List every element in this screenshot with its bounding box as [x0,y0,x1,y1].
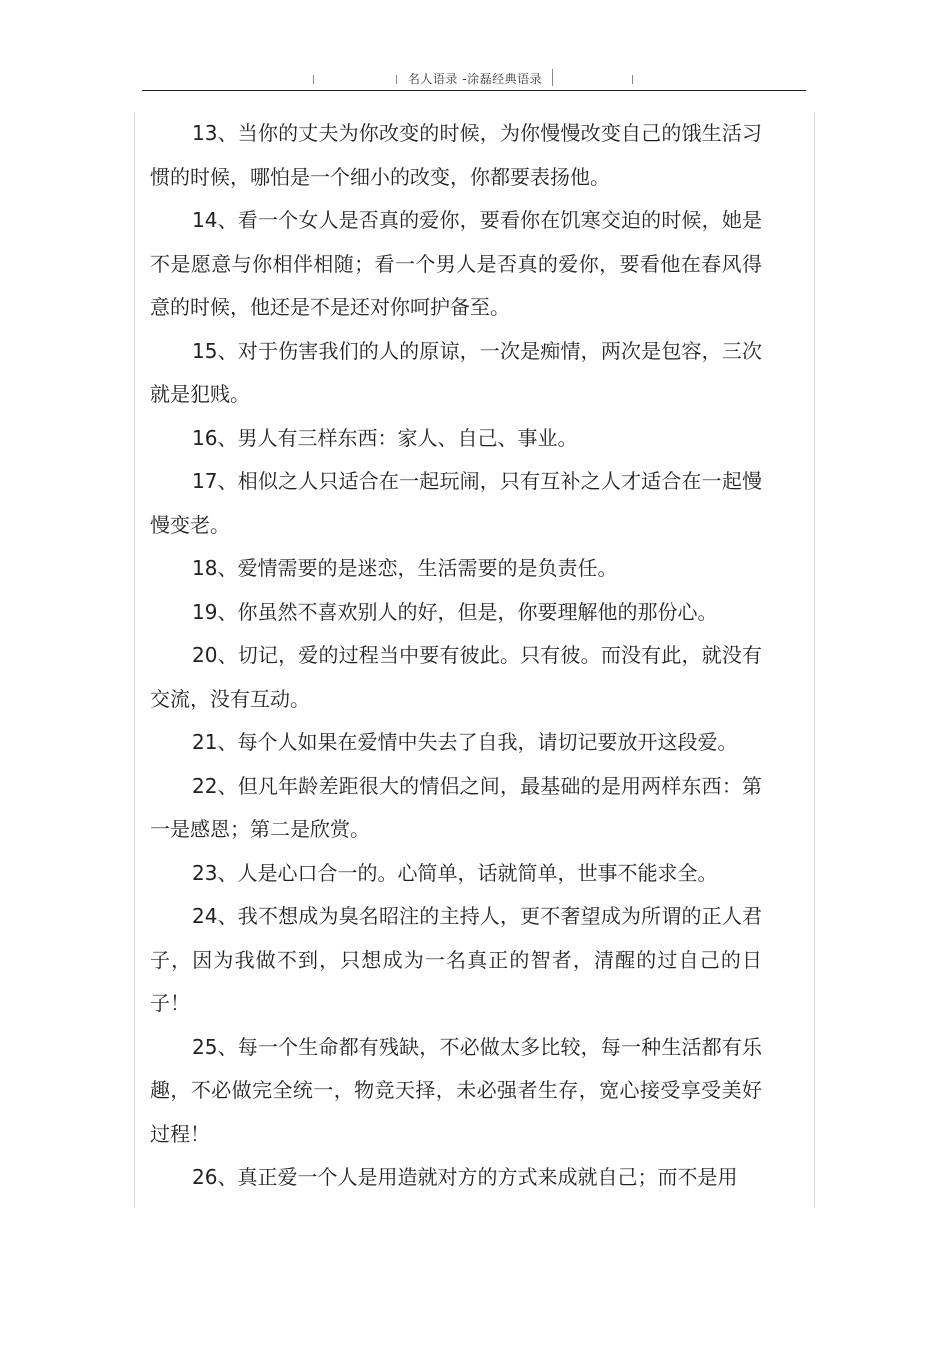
header-tick-mid-right [552,69,553,86]
paragraph: 19、你虽然不喜欢别人的好，但是，你要理解他的那份心。 [192,599,718,624]
page-header [0,66,950,92]
paragraph: 26、真正爱一个人是用造就对方的方式来成就自己；而不是用 [192,1165,738,1189]
right-margin-rule [814,112,815,1208]
header-rule [142,90,806,91]
paragraph: 21、每个人如果在爱情中失去了自我，请切记要放开这段爱。 [192,730,738,754]
paragraph: 18、爱情需要的是迷恋，生活需要的是负责任。 [192,556,618,580]
paragraph: 17、相似之人只适合在一起玩闹，只有互补之人才适合在一起慢慢变老。 [150,469,762,537]
paragraph: 24、我不想成为臭名昭注的主持人，更不奢望成为所谓的正人君子，因为我做不到，只想成为一名真正的智者，清醒的过自己的日子！ [150,904,762,1015]
paragraph: 20、切记，爱的过程当中要有彼此。只有彼。而没有此，就没有交流，没有互动。 [150,643,762,711]
paragraph: 23、人是心口合一的。心简单，话就简单，世事不能求全。 [192,860,718,885]
paragraph: 15、对于伤害我们的人的原谅，一次是痴情，两次是包容，三次就是犯贱。 [150,338,762,406]
document-body [150,112,762,1200]
left-margin-rule [134,112,135,1208]
paragraph: 14、看一个女人是否真的爱你，要看你在饥寒交迫的时候，她是不是愿意与你相伴相随；看一个男人是否真的爱你，要看他在春风得意的时候，他还是不是还对你呵护备至。 [150,208,762,319]
paragraph: 16、男人有三样东西：家人、自己、事业。 [192,425,578,450]
paragraph: 25、每一个生命都有残缺，不必做太多比较，每一种生活都有乐趣，不必做完全统一，物竞天择，未必强者生存，宽心接受享受美好过程！ [150,1034,762,1146]
header-tick-right [632,75,633,84]
paragraph: 13、当你的丈夫为你改变的时候，为你慢慢改变自己的饿生活习惯的时候，哪怕是一个细小的改变，你都要表扬他。 [150,121,762,189]
header-title: 名人语录 -涂磊经典语录 [407,72,543,86]
paragraph: 22、但凡年龄差距很大的情侣之间，最基础的是用两样东西：第一是感恩；第二是欣赏。 [150,773,762,841]
